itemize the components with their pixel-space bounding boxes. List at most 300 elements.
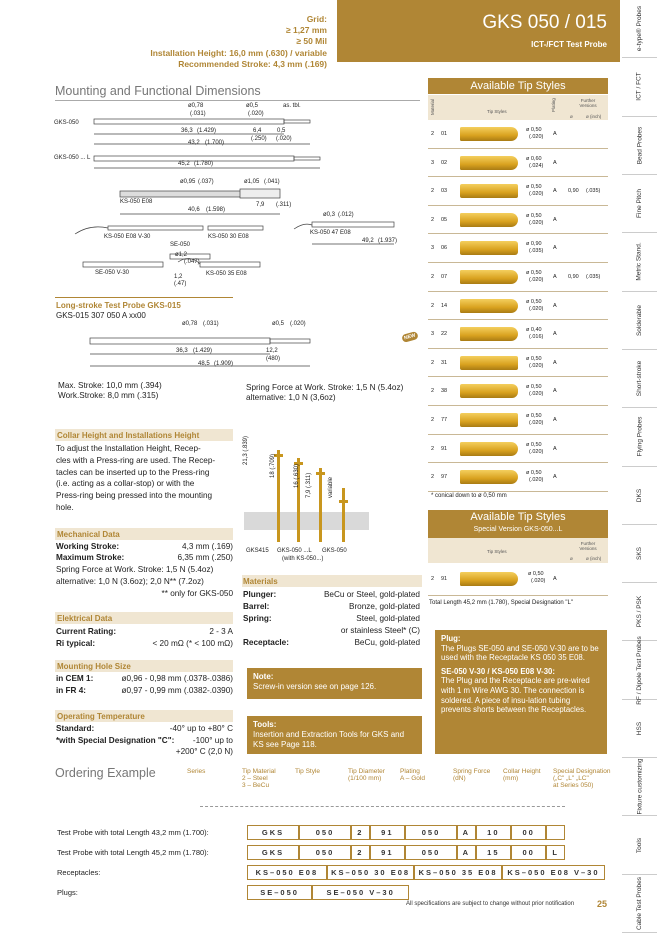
- tip-di: (.020): [529, 362, 544, 369]
- tip-p: A: [553, 359, 557, 366]
- tip-styles-title: Available Tip Styles: [428, 78, 608, 94]
- ordering-head: Tip Material 2 – Steel 3 – BeCu: [242, 768, 276, 789]
- note-title: Note:: [253, 672, 274, 681]
- tip-image: [460, 572, 518, 586]
- dim: ø1,2: [175, 252, 188, 258]
- collar-label-gks415: GKS415: [246, 548, 269, 554]
- dim: (.012): [338, 212, 354, 218]
- order-cell: L: [547, 846, 564, 859]
- tip-d: ø 0,60: [526, 155, 542, 162]
- tip-code: 03: [441, 188, 448, 195]
- tip-mat: 2: [431, 188, 435, 195]
- tip-image: [460, 356, 518, 370]
- side-tab[interactable]: [622, 350, 657, 408]
- recommended-stroke: Recommended Stroke: 4,3 mm (.169): [178, 59, 327, 69]
- label-ks-050-47-e08: KS-050 47 E08: [310, 230, 351, 236]
- order-row2: [247, 845, 565, 860]
- side-tab[interactable]: [622, 700, 657, 758]
- tip-code: 07: [441, 274, 448, 280]
- dim: (1.598): [206, 207, 226, 213]
- side-tab[interactable]: [622, 875, 657, 933]
- ordering-head: Tip Style: [295, 768, 321, 775]
- receptacles-row: [247, 865, 605, 880]
- tip-di: (.020): [529, 134, 544, 140]
- side-tab[interactable]: [622, 635, 657, 705]
- grid-value-mm: ≥ 1,27 mm: [285, 25, 327, 35]
- spring-alternative: alternative: 1,0 N (3,6oz): [246, 393, 336, 402]
- order-row2-label: Test Probe with total Length 45,2 mm (1.780):: [57, 848, 209, 857]
- dim: 7,9: [256, 202, 265, 208]
- order-cell: 15: [477, 846, 510, 859]
- side-tab[interactable]: [622, 583, 657, 641]
- tip-code: 91: [441, 445, 448, 452]
- tip-p: A: [553, 445, 557, 452]
- divider: [55, 297, 233, 298]
- ordering-head: Tip Diameter (1/100 mm): [348, 768, 385, 782]
- tip-row: [428, 292, 608, 321]
- mounting-title: Mounting and Functional Dimensions: [55, 84, 261, 98]
- tip-fv: 0,90: [568, 188, 579, 195]
- tip-image: [460, 327, 518, 341]
- dim: 36,3: [176, 348, 188, 354]
- order-cell: KS–050 E08 V–30: [503, 866, 604, 879]
- spring-force: Spring Force at Work. Stroke: 1,5 N (5.4oz): [246, 383, 404, 392]
- tip-image: [460, 241, 518, 255]
- tip-d: ø 0,50: [526, 184, 542, 191]
- dim: (.020): [248, 111, 264, 117]
- col-further-versions: Further Versions: [579, 98, 597, 108]
- plug-text2: The Plug and the Receptacle are pre-wired with 1 m Wire AWG 30. The connection is soldered. A piece of insu-lation tubing prevents shorts between the Receptacles.: [441, 676, 590, 715]
- tip-d: ø 0,50: [526, 270, 542, 276]
- tip-image: [460, 470, 518, 484]
- note-box: [247, 668, 422, 699]
- dim: ø0,3: [323, 212, 336, 218]
- dim: (1.700): [205, 140, 225, 146]
- tip-mat: 3: [431, 245, 435, 252]
- order-cell: SE–050: [248, 886, 311, 899]
- dim: 36,3: [181, 128, 193, 134]
- mech-value: 6,35 mm (.250): [177, 553, 233, 562]
- tip-mat: 2: [431, 388, 435, 395]
- order-cell: 91: [371, 826, 404, 839]
- side-tab-label: DKS: [636, 488, 643, 502]
- tip-code: 06: [441, 245, 448, 252]
- dim: ø0,95: [180, 179, 196, 185]
- side-tab-label: Bead Probes: [636, 126, 643, 165]
- tip-code: 01: [441, 131, 448, 137]
- tip-p: A: [553, 302, 557, 309]
- side-tab[interactable]: [622, 117, 657, 175]
- hole-key: in FR 4:: [56, 686, 87, 695]
- side-tab[interactable]: [622, 233, 657, 291]
- side-tab[interactable]: [622, 292, 657, 350]
- dim: 1,2: [174, 274, 183, 280]
- tip-d: ø 0,50: [526, 413, 542, 419]
- dim: (.020): [276, 136, 292, 142]
- tip-d: ø 0,50: [526, 441, 542, 448]
- tip-p: A: [553, 216, 557, 223]
- side-tab[interactable]: [622, 0, 657, 58]
- mat-key: Plunger:: [243, 590, 277, 599]
- tip-fvi: (.035): [586, 188, 601, 195]
- label-se-050-v30: SE-050 V-30: [95, 270, 130, 276]
- electrical-title: Elektrical Data: [57, 614, 113, 623]
- side-tab[interactable]: [622, 58, 657, 116]
- order-cell: 050: [300, 826, 350, 839]
- tip-d: ø 0,50: [526, 298, 542, 305]
- order-cell: KS–050 35 E08: [415, 866, 501, 879]
- temp-value: -40° up to +80° C: [169, 724, 233, 733]
- installation-height: Installation Height: 16,0 mm (.630) / variable: [150, 48, 327, 58]
- special-subtitle: Special Version GKS-050...L: [473, 526, 563, 533]
- special-col-dia: ø: [570, 556, 573, 561]
- label-ks-050-e08-v30: KS-050 E08 V-30: [104, 234, 151, 240]
- dim: (.031): [203, 321, 219, 327]
- new-badge: NEW: [401, 331, 418, 343]
- tip-mat: 2: [431, 131, 435, 137]
- plug-title2: SE-050 V-30 / KS-050 E08 V-30:: [441, 666, 555, 676]
- elec-key: Current Rating:: [56, 627, 117, 636]
- order-cell: 10: [477, 826, 510, 839]
- ordering-head: Special Designation („C" „L" „LC" at Series 050): [553, 768, 611, 789]
- side-tab-label: SKS: [635, 546, 643, 560]
- collar-dim-1: 21,3 (.839): [243, 435, 249, 465]
- order-cell: 2: [352, 826, 369, 839]
- tip-code: 31: [441, 359, 448, 366]
- tip-d: ø 0,50: [526, 127, 542, 133]
- side-tab-label: PKS / PSK: [636, 596, 643, 628]
- ordering-head: Collar Height (mm): [503, 768, 541, 782]
- tip-row: [428, 206, 608, 235]
- dim: (.031): [190, 111, 206, 117]
- side-tab[interactable]: [622, 816, 657, 874]
- side-tab-label: e-type® Probes: [636, 6, 644, 52]
- elec-value: 2 - 3 A: [209, 627, 233, 636]
- tip-image: [460, 156, 518, 170]
- tip-code: 38: [441, 388, 448, 395]
- tip-row: [428, 349, 608, 378]
- hole-value: ø0,96 - 0,98 mm (.0378-.0386): [121, 674, 233, 683]
- work-stroke: Work.Stroke: 8,0 mm (.315): [58, 391, 159, 400]
- tip-di: (.020): [529, 277, 544, 283]
- collar-dim-2: 18 (.709): [270, 453, 276, 478]
- tip-mat: 2: [431, 359, 435, 366]
- dim: 0,5: [277, 128, 286, 134]
- side-tab-label: Fixture customizing: [636, 758, 643, 815]
- hole-title: Mounting Hole Size: [57, 662, 131, 671]
- dim: 6,4: [253, 128, 262, 134]
- dim: (.311): [276, 202, 292, 208]
- code: 91: [441, 576, 448, 582]
- collar-text-line: cles with a Press-ring are used. The Recep-: [56, 455, 216, 465]
- tip-row: [428, 234, 608, 263]
- ordering-head: Plating A – Gold: [400, 768, 425, 782]
- tip-p: A: [553, 474, 557, 481]
- dia: ø 0,50: [528, 571, 544, 577]
- receptacles-label: Receptacles:: [57, 868, 101, 877]
- footer-note: All specifications are subject to change without prior notification: [406, 901, 575, 907]
- plug-title: Plug:: [441, 634, 461, 643]
- tip-fv: 0,90: [568, 274, 579, 280]
- tip-d: ø 0,50: [526, 212, 542, 219]
- order-cell: A: [458, 826, 475, 839]
- order-cell: A: [458, 846, 475, 859]
- mounting-diagram: [50, 104, 420, 294]
- temp-key: Standard:: [56, 724, 95, 733]
- long-stroke-part: GKS-015 307 050 A xx00: [56, 311, 146, 320]
- dim: (.250): [251, 136, 267, 142]
- plug-text: The Plugs SE-050 and SE-050 V-30 are to be used with the Receptacle KS 050 35 E08.: [441, 643, 599, 663]
- tip-footnote: * conical down to ø 0,50 mm: [431, 493, 507, 499]
- mechanical-title: Mechanical Data: [57, 530, 120, 539]
- dim: (1.429): [193, 348, 213, 354]
- col-dia-inch: ø (inch): [586, 114, 602, 119]
- tip-d: ø 0,50: [526, 470, 542, 477]
- tip-mat: 2: [431, 474, 435, 481]
- order-cell: 91: [371, 846, 404, 859]
- collar-text-line: hole.: [56, 502, 74, 512]
- col-plating: Plating: [551, 98, 556, 112]
- tip-di: (.020): [529, 219, 544, 226]
- order-cell: GKS: [248, 846, 298, 859]
- order-row1: [247, 825, 565, 840]
- plating: A: [553, 576, 557, 582]
- special-footnote: Total Length 45,2 mm (1.780), Special Designation "L": [429, 600, 574, 606]
- collar-label-with: (with KS-050...): [282, 556, 324, 562]
- tip-row: [428, 263, 608, 292]
- label-gks-050: GKS-050: [54, 120, 79, 126]
- dim: 49,2: [362, 238, 374, 244]
- tip-d: ø 0,90: [526, 241, 542, 248]
- tip-mat: 3: [431, 159, 435, 166]
- tip-code: 02: [441, 159, 448, 166]
- side-tab-label: Cable Test Probes: [636, 876, 643, 930]
- tip-p: A: [553, 159, 557, 166]
- tip-mat: 2: [431, 274, 435, 280]
- tip-image: [460, 127, 518, 141]
- collar-title: Collar Height and Installations Height: [57, 431, 200, 440]
- tip-p: A: [553, 417, 557, 423]
- dim: ø0,5: [272, 321, 285, 327]
- plug-box: [435, 630, 607, 754]
- tools-box: [247, 716, 422, 754]
- side-tab-label: Short-stroke: [636, 360, 643, 397]
- ordering-divider: [200, 806, 565, 807]
- tip-d: ø 0,50: [526, 355, 542, 362]
- mech-note: ** only for GKS-050: [161, 589, 233, 598]
- dim: ø0,78: [188, 103, 204, 109]
- side-tab-label: Solderable: [635, 304, 643, 336]
- page-subtitle: ICT-/FCT Test Probe: [531, 40, 607, 49]
- temp-value: +200° C (2,0 N): [175, 747, 233, 756]
- side-tab[interactable]: [622, 408, 657, 466]
- label-gks-050-l: GKS-050 ... L: [54, 155, 91, 161]
- side-tab-label: ICT / FCT: [636, 72, 643, 102]
- temp-value: -100° up to: [192, 736, 233, 745]
- tip-image: [460, 413, 518, 427]
- special-col-dia-inch: ø (inch): [586, 556, 602, 561]
- tip-code: 22: [441, 331, 448, 338]
- tip-row: [428, 463, 608, 492]
- tip-row: [428, 435, 608, 464]
- mat-key: Barrel:: [243, 602, 270, 611]
- special-title: Available Tip Styles: [470, 511, 566, 523]
- tip-row: [428, 406, 608, 435]
- dim: (.020): [290, 321, 306, 327]
- order-cell: 00: [512, 826, 545, 839]
- special-row: [428, 563, 608, 596]
- col-tip-styles: Tip Styles: [487, 109, 507, 114]
- long-stroke-title: Long-stroke Test Probe GKS-015: [56, 301, 181, 310]
- mech-spring: Spring Force at Work. Stroke: 1,5 N (5.4oz): [56, 565, 214, 574]
- ordering-head: Spring Force (dN): [453, 768, 491, 782]
- tip-mat: 2: [431, 302, 435, 309]
- order-cell: 050: [300, 846, 350, 859]
- tip-di: (.024): [529, 162, 544, 169]
- tip-code: 77: [441, 417, 448, 423]
- dia-inch: (.020): [531, 578, 546, 584]
- mat-value: or stainless Steel* (C): [340, 626, 420, 635]
- collar-text-line: tacles can be inserted up to the Press-ring: [56, 467, 210, 477]
- tip-image: [460, 299, 518, 313]
- order-cell: 2: [352, 846, 369, 859]
- page-number: 25: [597, 899, 608, 909]
- tools-text: Insertion and Extraction Tools for GKS and KS see Page 118.: [253, 730, 405, 749]
- dim: (480): [266, 356, 281, 362]
- tip-image: [460, 442, 518, 456]
- dim: (1.937): [378, 238, 398, 244]
- collar-text: [56, 443, 215, 514]
- tip-di: (.020): [529, 420, 544, 426]
- order-cell: 00: [512, 846, 545, 859]
- dim: (.041): [264, 179, 280, 185]
- mat: 2: [431, 576, 435, 582]
- tip-row: [428, 120, 608, 149]
- tip-d: ø 0,50: [526, 384, 542, 391]
- order-cell: SE–050 V–30: [313, 886, 408, 899]
- mat-value: Steel, gold-plated: [356, 614, 420, 623]
- collar-dim-5: variable: [328, 476, 334, 498]
- label-ks-050-e08: KS-050 E08: [120, 199, 153, 205]
- temperature-title: Operating Temperature: [57, 712, 145, 721]
- tip-p: A: [553, 388, 557, 395]
- collar-text-line: To adjust the Installation Height, Recep-: [56, 444, 201, 453]
- side-tab-label: HSS: [636, 721, 643, 736]
- dim: ø1,05: [244, 179, 260, 185]
- order-cell: KS–050 E08: [248, 866, 326, 879]
- collar-dim-4: 7,9 (.311): [306, 472, 312, 498]
- side-tab[interactable]: [622, 758, 657, 816]
- dim: (.047): [184, 259, 200, 265]
- dim: ø0,78: [182, 321, 198, 327]
- tip-mat: 3: [431, 331, 435, 338]
- mat-key: Spring:: [243, 614, 272, 623]
- order-row1-label: Test Probe with total Length 43,2 mm (1.700):: [57, 828, 209, 837]
- mat-value: Bronze, gold-plated: [348, 602, 420, 611]
- dim: (1.780): [194, 161, 214, 167]
- tip-p: A: [553, 245, 557, 252]
- side-tab-label: Flying Probes: [636, 416, 643, 457]
- side-tab-label: RF / Dipole Test Probes: [636, 635, 643, 705]
- tip-di: (.016): [529, 334, 544, 341]
- side-tabs: [622, 0, 657, 933]
- tip-image: [460, 384, 518, 398]
- tip-di: (.020): [529, 448, 544, 455]
- side-tab-label: Tools: [636, 837, 643, 853]
- mat-value: BeCu or Steel, gold-plated: [323, 590, 420, 599]
- plugs-label: Plugs:: [57, 888, 78, 897]
- plugs-row: [247, 885, 409, 900]
- tip-row: [428, 320, 608, 349]
- dim: 12,2: [266, 348, 278, 354]
- tip-row: [428, 177, 608, 206]
- dim: (.037): [198, 179, 214, 185]
- mat-key: Receptacle:: [243, 638, 289, 647]
- tip-mat: 2: [431, 216, 435, 223]
- elec-value: < 20 mΩ (* < 100 mΩ): [152, 639, 233, 648]
- hole-key: in CEM 1:: [56, 674, 94, 683]
- hole-value: ø0,97 - 0,99 mm (.0382-.0390): [121, 686, 233, 695]
- order-cell: KS–050 30 E08: [328, 866, 414, 879]
- order-cell: [547, 826, 564, 839]
- dim: ø0,5: [246, 103, 259, 109]
- collar-text-line: Press-ring being pressed into the mounting: [56, 491, 213, 501]
- elec-key: Ri typical:: [56, 639, 96, 648]
- tip-p: A: [553, 131, 557, 137]
- tip-row: [428, 149, 608, 178]
- collar-label-gks050: GKS-050: [322, 548, 347, 554]
- tip-code: 97: [441, 474, 448, 481]
- col-dia: ø: [570, 114, 573, 119]
- collar-dim-3: 16 (.630): [294, 463, 300, 488]
- dim: as. tbl.: [283, 103, 301, 109]
- dim: 48,5: [198, 361, 210, 367]
- label-ks-050-30-e08: KS-050 30 E08: [208, 234, 249, 240]
- dim: 40,6: [188, 207, 200, 213]
- tip-p: A: [553, 274, 557, 280]
- side-tab-label: Metric Stand.: [636, 242, 644, 282]
- tip-code: 05: [441, 216, 448, 223]
- grid-label: Grid:: [306, 14, 327, 24]
- tip-di: (.020): [529, 305, 544, 312]
- tools-title: Tools:: [253, 720, 277, 729]
- order-cell: GKS: [248, 826, 298, 839]
- col-material: Material: [430, 98, 435, 115]
- collar-text-line: (i.e. acting as a collar-stop) or with the: [56, 479, 195, 489]
- side-tab[interactable]: [622, 467, 657, 525]
- temp-key: *with Special Designation "C":: [56, 736, 175, 745]
- mech-value: 4,3 mm (.169): [182, 542, 233, 551]
- order-cell: 050: [406, 826, 456, 839]
- side-tab-label: Fine Pitch: [636, 189, 643, 219]
- side-tab[interactable]: [622, 525, 657, 583]
- mat-value: BeCu, gold-plated: [354, 638, 420, 647]
- tip-mat: 2: [431, 417, 435, 423]
- note-text: Screw-in version see on page 126.: [253, 682, 377, 691]
- tip-di: (.020): [529, 391, 544, 398]
- collar-label-gks050l: GKS-050 ...L: [277, 548, 312, 554]
- tip-di: (.035): [529, 248, 544, 255]
- tip-image: [460, 270, 518, 284]
- side-tab[interactable]: [622, 175, 657, 233]
- ordering-head: Series: [187, 768, 206, 775]
- tip-di: (.020): [529, 477, 544, 484]
- materials-title: Materials: [243, 577, 278, 586]
- tip-mat: 2: [431, 445, 435, 452]
- dim: (1.429): [197, 128, 217, 134]
- divider: [55, 100, 420, 101]
- label-ks-050-35-e08: KS-050 35 E08: [206, 271, 247, 277]
